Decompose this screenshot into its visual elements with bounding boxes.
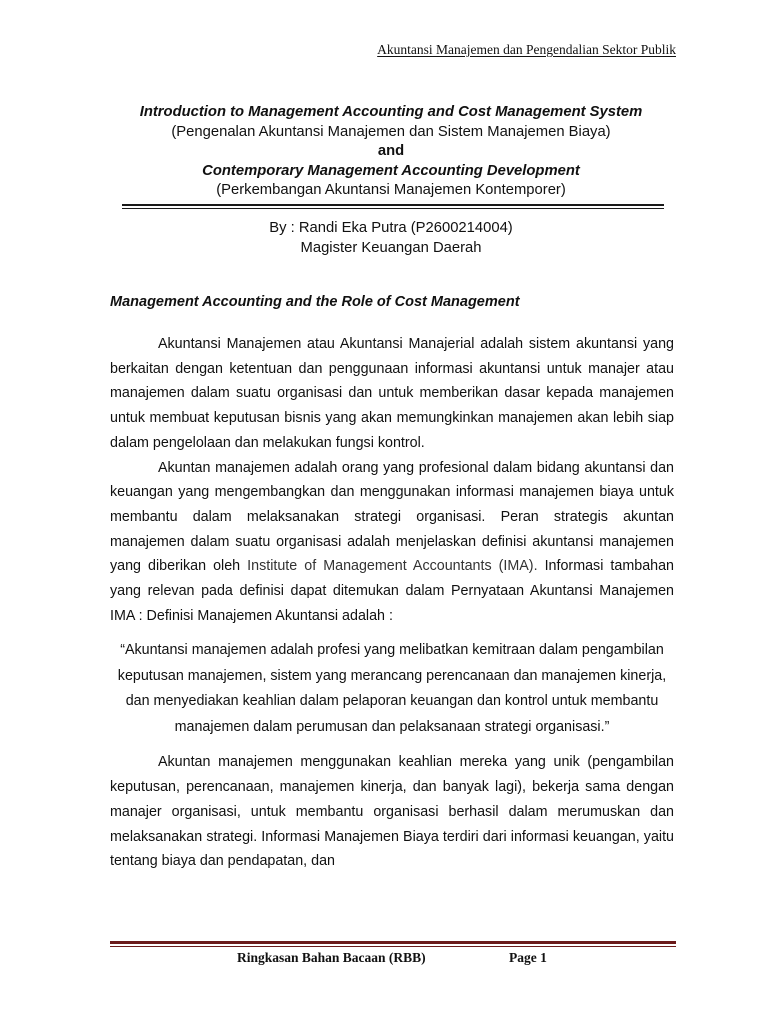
- title-english: Introduction to Management Accounting and Cost Management System: [139, 104, 643, 120]
- author-line: By : Randi Eka Putra (P2600214004): [269, 220, 513, 236]
- title-indonesian: (Pengenalan Akuntansi Manajemen dan Sistem Manajemen Biaya): [171, 123, 611, 140]
- subtitle-indonesian: (Perkembangan Akuntansi Manajemen Kontemporer): [216, 182, 566, 198]
- section-heading: Management Accounting and the Role of Cost Management: [110, 294, 520, 310]
- title-connector: and: [377, 143, 405, 159]
- program-line: Magister Keuangan Daerah: [300, 240, 482, 256]
- paragraph-3: Akuntan manajemen menggunakan keahlian mereka yang unik (pengambilan keputusan, perencanaan, manajemen kinerja, dan banyak lagi), bekerja sama dengan manajer organisasi, untuk membantu organisasi berhasil dalam merumuskan dan melaksanakan strategi. Informasi Manajemen Biaya terdiri dari informasi keuangan, yaitu tentang biaya dan pendapatan, dan: [110, 754, 674, 870]
- paragraph-2-part-a: Akuntan manajemen adalah orang yang profesional dalam bidang akuntansi dan keuangan yang mengembangkan dan menggunakan informasi manajemen biaya untuk membantu dalam melaksanakan strategi organisasi. Peran strategis akuntan manajemen dalam suatu organisasi adalah menjelaskan definisi akuntansi manajemen yang diberikan oleh: [110, 459, 674, 575]
- definition-quote: “Akuntansi manajemen adalah profesi yang melibatkan kemitraan dalam pengambilan keputusan manajemen, sistem yang merancang perencanaan dan manajemen kinerja, dan menyediakan keahlian dalam pelaporan keuangan dan kontrol untuk membantu manajemen dalam perumusan dan pelaksanaan strategi organisasi.”: [117, 642, 667, 735]
- page-footer: [237, 950, 547, 966]
- footer-divider: [110, 941, 676, 947]
- body-text: [110, 332, 674, 874]
- ima-name: Institute of Management Accountants (IMA).: [247, 558, 538, 575]
- paragraph-2-part-c: Informasi tambahan yang relevan pada definisi dapat ditemukan dalam Pernyataan Akuntansi Manajemen IMA : Definisi Manajemen Akuntansi adalah :: [110, 558, 674, 624]
- author-block: [100, 218, 682, 258]
- footer-label: Ringkasan Bahan Bacaan (RBB): [237, 950, 426, 965]
- page-number: Page 1: [509, 950, 547, 965]
- paragraph-1: Akuntansi Manajemen atau Akuntansi Manajerial adalah sistem akuntansi yang berkaitan dengan ketentuan dan penggunaan informasi akuntansi untuk manajer atau manajemen dalam suatu organisasi dan untuk memberikan dasar kepada manajemen untuk membuat keputusan bisnis yang akan memungkinkan manajemen akan lebih siap dalam pengelolaan dan melakukan fungsi kontrol.: [110, 336, 674, 451]
- title-divider: [122, 204, 664, 209]
- paragraph-2: [110, 456, 674, 629]
- subtitle-english: Contemporary Management Accounting Development: [202, 162, 580, 179]
- running-header: Akuntansi Manajemen dan Pengendalian Sektor Publik: [377, 42, 676, 57]
- title-block: [100, 103, 682, 201]
